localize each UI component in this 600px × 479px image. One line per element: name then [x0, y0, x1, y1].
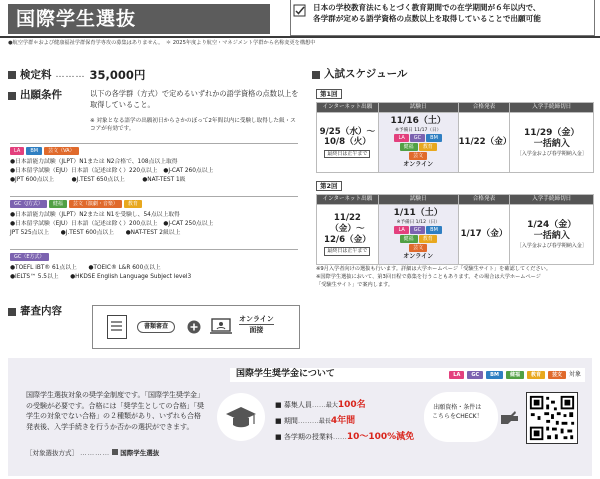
tag-kyoiku: 教育	[419, 143, 437, 151]
exam-sub: ※予備日 1/12（日）	[396, 219, 440, 225]
tag-geibun: 芸文	[409, 244, 427, 252]
item-label: 期間	[283, 416, 298, 425]
conditions-heading	[8, 89, 62, 102]
cta-line-1: 出願資格・条件は	[433, 404, 482, 411]
col-header: インターネット出願	[317, 103, 379, 113]
tag-group-3	[10, 253, 49, 261]
tag-la: LA	[394, 226, 408, 234]
schedule-notes	[316, 266, 596, 289]
round-1-label: 第1回	[316, 89, 342, 99]
doc-review-label: 書類審査	[137, 321, 175, 333]
item-dots: ……	[332, 432, 347, 441]
apply-dates: 9/25（水）〜 10/8（火）	[319, 126, 376, 148]
cta-line-2: こちらをCHECK！	[432, 413, 483, 420]
deadline-note: ［入学金および春学期納入金］	[516, 242, 587, 249]
exam-date: 11/16（土）	[390, 116, 446, 127]
review-heading	[8, 305, 62, 318]
schedule-heading-text: 入試スケジュール	[324, 68, 408, 80]
schedule-note: ※国際学生選抜において、第3回日程で募集を行うこともあります。その場合は大学ホームページ	[316, 273, 541, 280]
tag-geibun-engeki: 芸文（演劇・音楽）	[69, 200, 122, 208]
col-header: インターネット出願	[317, 195, 379, 205]
col-header: 入学手続締切日	[510, 195, 594, 205]
item-pre: 最大	[325, 402, 338, 409]
lang-line: ●JPT 600点以上 ●J.TEST 650点以上 ●NAT-TEST 1級	[10, 176, 186, 183]
scholarship-item: ■ 募集人員……最大100名	[275, 400, 366, 410]
schedule-table-2	[316, 194, 594, 265]
exam-sub: ※予備日 11/17（日）	[395, 127, 442, 133]
eligibility-box	[290, 0, 595, 36]
item-label: 募集人員	[283, 401, 312, 409]
tag-bm: BM	[486, 371, 503, 379]
fee-dots: ………	[55, 69, 86, 80]
scholarship-title-bar	[230, 368, 585, 382]
item-label: 各学期の授業料	[283, 432, 333, 441]
fee-label: 検定料	[20, 68, 52, 81]
scholarship-item: ■ 各学期の授業料……10〜100%減免	[275, 431, 415, 442]
exam-mode: オンライン	[403, 253, 434, 261]
graduation-cap-icon	[216, 392, 266, 442]
item-value: 10〜100%減免	[346, 431, 415, 442]
deadline-note: ［入学金および春学期納入金］	[516, 150, 587, 157]
tag-la: LA	[10, 147, 24, 155]
lang-line: ●日本留学試験（EJU）日本語（記述は除く）200点以上 ●J-CAT 250点以上	[10, 220, 214, 227]
tag-kenpuku: 健福	[400, 235, 418, 243]
square-bullet-icon	[8, 71, 16, 79]
item-dots: ……	[311, 401, 326, 409]
schedule-note: ※9月入学者向けの選抜も行います。詳細は大学ホームページ「受験生サイト」を確認してください。	[316, 266, 552, 272]
scholarship-body: 国際学生選抜対象の奨学金制度です。「国際学生奨学金」の受験が必要です。合格には「奨学生としての合格」「奨学生の対象でない合格」の２種類があり、いずれも合格発表後、入学手続きを行うか否かの選択ができます。	[26, 391, 204, 431]
online-interview-label	[239, 314, 274, 335]
document-icon	[107, 315, 127, 339]
col-header: 試験日	[378, 103, 458, 113]
lang-block-2	[10, 211, 300, 237]
exam-cell	[378, 205, 458, 265]
apply-note: 最終日は正午まで	[324, 150, 370, 158]
deadline-cell	[510, 113, 594, 173]
eligibility-line-1: 日本の学校教育法にもとづく教育期間での在学期間が６年以内で、	[313, 3, 541, 12]
lang-line: ●TOEFL iBT® 61点以上 ●TOEIC® L&R 600点以上	[10, 265, 161, 271]
deadline-date: 11/29（金）	[524, 128, 580, 139]
tag-gc: GC	[410, 226, 425, 234]
target-method-value: 国際学生選抜	[120, 449, 160, 457]
col-header: 試験日	[378, 195, 458, 205]
exam-date: 1/11（土）	[393, 208, 443, 219]
result-cell	[458, 205, 510, 265]
deadline-date: 1/24（金）	[527, 220, 577, 231]
result-cell	[458, 113, 510, 173]
conditions-text: 以下の各学群（方式）で定めるいずれかの語学資格の点数以上を取得していること。	[90, 89, 299, 110]
schedule-table-1	[316, 102, 594, 173]
tag-la: LA	[394, 134, 408, 142]
tag-kyoiku: 教育	[527, 371, 545, 379]
tag-bm: BM	[26, 147, 42, 155]
schedule-note: 「受験生サイト」で案内します。	[316, 281, 394, 288]
scholarship-title: 国際学生奨学金について	[236, 369, 335, 380]
tag-la: LA	[449, 371, 464, 379]
lang-line: ●IELTS™ 5.5以上 ●HKDSE English Language Subject level3	[10, 273, 192, 280]
page-title: 国際学生選抜	[8, 4, 270, 34]
target-method: ［対象選抜方式］ ………… 国際学生選抜	[26, 449, 160, 457]
round-2-label: 第2回	[316, 181, 342, 191]
tag-kenpuku: 健福	[506, 371, 524, 379]
tag-group-1	[10, 147, 79, 155]
fee-amount: 35,000円	[89, 68, 146, 82]
review-heading-text: 審査内容	[20, 305, 62, 317]
tag-gc: GC	[467, 371, 483, 379]
cta-text[interactable]	[432, 403, 483, 421]
deadline-cell	[510, 205, 594, 265]
col-header: 合格発表	[458, 195, 510, 205]
divider	[10, 143, 298, 144]
conditions-heading-text: 出願条件	[20, 89, 62, 101]
lang-line: ●日本語能力試験（JLPT）N1または N2合格で、108点以上取得	[10, 159, 178, 165]
online-label: オンライン	[239, 315, 274, 323]
divider	[10, 249, 298, 250]
exam-cell	[378, 113, 458, 173]
result-date: 11/22（金）	[458, 137, 512, 148]
scholarship-item: ■ 期間………最長4年間	[275, 415, 356, 426]
tag-gc-j: GC（J方式）	[10, 200, 47, 208]
divider	[10, 196, 298, 197]
apply-cell	[317, 205, 379, 265]
tag-gc: GC	[410, 134, 425, 142]
tag-kenpuku: 健福	[49, 200, 67, 208]
square-bullet-icon	[8, 92, 16, 100]
schedule-heading	[312, 68, 407, 81]
square-bullet-icon	[312, 71, 320, 79]
deadline-pay: 一括納入	[533, 231, 570, 242]
eligibility-line-2: 各学群が定める語学資格の点数以上を取得していることで出願可能	[313, 13, 541, 23]
apply-cell	[317, 113, 379, 173]
conditions-note: ※ 対象となる語学の出願初日からさかのぼって2年間以内に受験し取得した級・スコアが有効です。	[90, 118, 296, 133]
tag-kyoiku: 教育	[124, 200, 142, 208]
item-pre: 最長	[318, 417, 331, 425]
col-header: 合格発表	[458, 103, 510, 113]
item-value: 100名	[337, 400, 366, 410]
target-label: 対象	[568, 371, 581, 379]
result-date: 1/17（金）	[460, 229, 508, 240]
tag-geibun: 芸文（VA）	[44, 147, 79, 155]
tag-kyoiku: 教育	[419, 235, 437, 243]
note-line: ●航空学群＊および健康福祉学群保育学専攻の募集はありません。 ＊ 2025年度より航空・マネジメント学群から名称変更を構想中	[8, 40, 316, 46]
tag-kenpuku: 健福	[400, 143, 418, 151]
lang-block-3	[10, 264, 300, 282]
tag-gc-e: GC（E方式）	[10, 253, 49, 261]
apply-note: 最終日は正午まで	[324, 247, 370, 255]
item-dots: ………	[297, 416, 319, 425]
pointing-hand-icon	[500, 408, 520, 426]
qr-code-icon[interactable]	[526, 392, 578, 444]
apply-dates: 11/22（金）〜 12/6（金）	[323, 213, 371, 245]
interview-label: 面接	[239, 324, 274, 335]
tag-geibun: 芸文	[548, 371, 566, 379]
tag-group-2	[10, 200, 142, 208]
lang-line: JPT 525点以上 ●J.TEST 600点以上 ●NAT-TEST 2級以上	[10, 229, 181, 236]
review-box	[92, 305, 300, 349]
laptop-person-icon	[209, 316, 233, 338]
lang-line: ●日本語能力試験（JLPT）N2または N1を受験し、54点以上取得	[10, 212, 180, 218]
lang-block-1	[10, 158, 300, 184]
item-value: 4年間	[330, 415, 356, 426]
target-method-label: ［対象選抜方式］	[26, 449, 78, 457]
fee-row	[8, 68, 145, 82]
tag-geibun: 芸文	[409, 152, 427, 160]
exam-mode: オンライン	[403, 161, 434, 169]
plus-icon	[187, 320, 201, 334]
tag-bm: BM	[426, 226, 442, 234]
tag-bm: BM	[426, 134, 442, 142]
lang-line: ●日本留学試験（EJU）日本語（記述は除く）220点以上 ●J-CAT 260点以上	[10, 167, 214, 174]
col-header: 入学手続締切日	[510, 103, 594, 113]
square-bullet-icon	[8, 308, 16, 316]
scholarship-items	[275, 398, 414, 445]
deadline-pay: 一括納入	[533, 139, 570, 150]
